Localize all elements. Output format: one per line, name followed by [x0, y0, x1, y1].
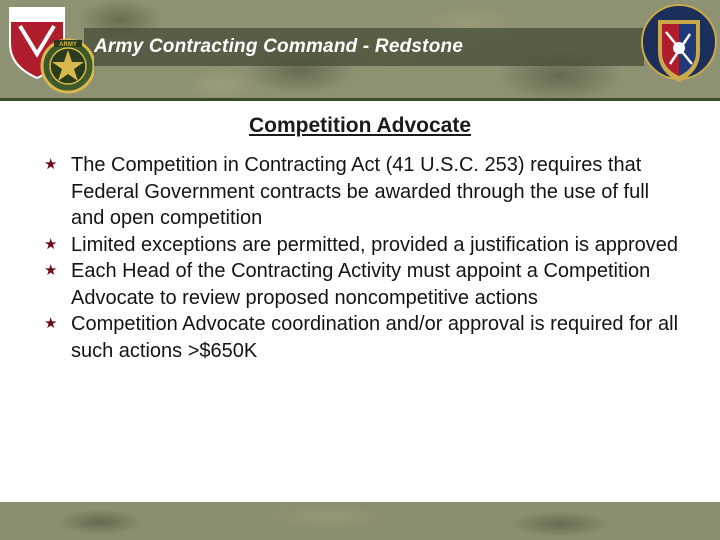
crest-text: ARMY [59, 42, 77, 48]
bullet-text: Limited exceptions are permitted, provided a justification is approved [71, 233, 678, 256]
bullet-text: The Competition in Contracting Act (41 U.S.C. 253) requires that Federal Government contracts be awarded through the use of full and open competition [71, 154, 650, 229]
bullet-text: Each Head of the Contracting Activity must appoint a Competition Advocate to review proposed noncompetitive actions [71, 260, 651, 309]
footer-banner [0, 502, 720, 540]
header-title: Army Contracting Command - Redstone [94, 36, 464, 57]
star-icon: ★ [44, 235, 58, 253]
bullet-item [44, 152, 684, 232]
bullet-item [44, 232, 684, 259]
star-icon: ★ [44, 262, 58, 279]
army-contracting-command-shield-icon [640, 2, 718, 92]
bullet-list [44, 152, 684, 364]
star-icon: ★ [44, 156, 58, 173]
bullet-item [44, 311, 684, 364]
header-divider [0, 98, 720, 101]
army-materiel-command-crest-icon [6, 4, 94, 96]
slide-title: Competition Advocate [248, 114, 472, 137]
bullet-text: Competition Advocate coordination and/or approval is required for all such actions >$650K [71, 313, 679, 362]
bullet-item [44, 258, 684, 311]
star-icon: ★ [44, 315, 58, 332]
